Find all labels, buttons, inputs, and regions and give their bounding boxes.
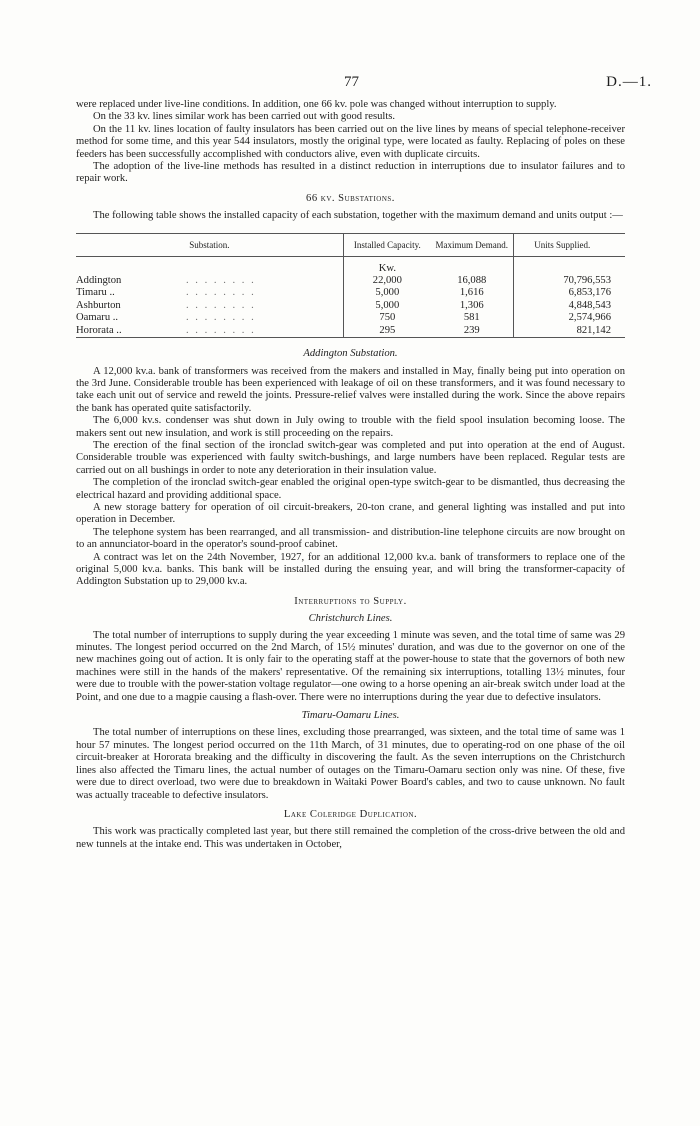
row-units: 6,853,176 bbox=[513, 287, 625, 299]
row-units: 2,574,966 bbox=[513, 312, 625, 324]
row-units: 70,796,553 bbox=[513, 275, 625, 287]
paragraph: On the 33 kv. lines similar work has been carried out with good results. bbox=[93, 111, 396, 123]
row-capacity: 5,000 bbox=[343, 287, 431, 299]
paragraph: The total number of interruptions on these lines, excluding those prearranged, was sixteen, and the total time of same was 1 hour 57 minutes. The longest period occurred on the 11th March, of 31 minutes, due to operating-rod on one phase of the oil circuit-breaker at Hororata breaking and the difficulty in discovering the fault. As the seven interruptions on the Christchurch lines also affected the Timaru lines, the actual number of outages on the Timaru-Oamaru section only was nine. Of these, five were due to direct overload, two were due to breakdown in Waitaki Power Board's cables, and two to cause unknown. No fault was actually traceable to defective insulators. bbox=[76, 727, 625, 801]
substation-table bbox=[76, 233, 625, 338]
paragraph: The total number of interruptions to supply during the year exceeding 1 minute was seven, and the total time of same was 29 minutes. The longest period occurred on the 2nd March, of 15½ minutes' duration, and was due to the governor on one of the new machines going out of action. It is only fair to the operating staff at the power-house to state that the governors of both new machines were still in the hands of the makers' representative. Of the remaining six interruptions, totalling 13½ minutes, four were due to trouble with the power-station voltage regulator—one owing to a horse opening an air-break switch under load at the Point, and one due to a magpie causing a flash-over. There were no interruptions during the year due to defective insulators. bbox=[76, 629, 625, 703]
paragraph: A contract was let on the 24th November, 1927, for an additional 12,000 kv.a. bank of transformers to replace one of the original 5,000 kv.a. banks. This bank will be installed during the ensuing year, and will bring the transformer-capacity of Addington Substation up to 29,000 kv.a. bbox=[76, 551, 625, 588]
section-heading-substations: 66 kv. Substations. bbox=[306, 192, 395, 204]
paragraph: The erection of the final section of the ironclad switch-gear was completed and put into operation at the end of August. Considerable trouble was experienced with faulty switch-bushings, and large numbers have been replaced. Regular tests are carried out on all bushings in order to note any deterioration in their insulation value. bbox=[76, 439, 625, 476]
page-number: 77 bbox=[344, 74, 359, 90]
table-row bbox=[76, 287, 625, 299]
paragraph: The completion of the ironclad switch-gear enabled the original open-type switch-gear to be dismantled, thus decreasing the electrical hazard and providing additional space. bbox=[76, 477, 625, 501]
leader-dots: . . . . . . . . bbox=[186, 299, 256, 311]
table-row bbox=[76, 275, 625, 287]
row-units: 821,142 bbox=[513, 325, 625, 338]
row-capacity: 5,000 bbox=[343, 300, 431, 312]
paragraph: The adoption of the live-line methods has resulted in a distinct reduction in interruptions due to insulator failures and to repair work. bbox=[76, 161, 625, 185]
unit-label: Kw. bbox=[343, 256, 431, 275]
row-units: 4,848,543 bbox=[513, 300, 625, 312]
row-name: Oamaru .. bbox=[76, 312, 119, 324]
section-heading-interruptions: Interruptions to Supply. bbox=[294, 595, 407, 607]
header-demand: Maximum Demand. bbox=[431, 233, 513, 256]
paragraph: On the 11 kv. lines location of faulty insulators has been carried out on the live lines by means of special telephone-receiver method for some time, and this year 544 insulators, mostly the original type, were located as faulty. Replacing of poles on these feeders has been successfully accomplished with conductors alive, even with duplicate circuits. bbox=[76, 123, 625, 160]
document-reference: D.—1. bbox=[606, 74, 652, 90]
row-demand: 1,306 bbox=[459, 299, 484, 311]
row-name: Ashburton bbox=[76, 299, 121, 311]
row-demand: 16,088 bbox=[457, 275, 487, 287]
table-row bbox=[76, 325, 625, 338]
paragraph: The telephone system has been rearranged, and all transmission- and distribution-line telephone circuits are now brought on to an annunciator-board in the operator's sound-proof cabinet. bbox=[76, 526, 625, 551]
header-units: Units Supplied. bbox=[513, 233, 625, 256]
subheading-addington: Addington Substation. bbox=[303, 348, 398, 360]
paragraph: This work was practically completed last year, but there still remained the completion of the cross-drive between the old and new tunnels at the intake end. This was undertaken in October, bbox=[76, 826, 625, 850]
table-intro: The following table shows the installed capacity of each substation, together with the maximum demand and units output :— bbox=[93, 210, 623, 222]
leader-dots: . . . . . . . . bbox=[186, 312, 256, 324]
row-name: Hororata .. bbox=[76, 324, 122, 336]
row-capacity: 750 bbox=[343, 312, 431, 324]
table-row bbox=[76, 312, 625, 324]
leader-dots: . . . . . . . . bbox=[186, 287, 256, 299]
paragraph: A new storage battery for operation of oil circuit-breakers, 20-ton crane, and general lighting was installed and put into operation in December. bbox=[76, 501, 625, 526]
leader-dots: . . . . . . . . bbox=[186, 324, 256, 336]
table-unit-row bbox=[76, 256, 625, 275]
row-demand: 239 bbox=[431, 325, 513, 338]
table-row bbox=[76, 300, 625, 312]
paragraph: The 6,000 kv.s. condenser was shut down in July owing to trouble with the field spool insulation becoming loose. The makers sent out new insulation, and work is still proceeding on the repairs. bbox=[76, 415, 625, 439]
row-capacity: 22,000 bbox=[343, 275, 431, 287]
table-header-row bbox=[76, 233, 625, 256]
section-heading-coleridge: Lake Coleridge Duplication. bbox=[283, 808, 418, 820]
header-substation: Substation. bbox=[76, 233, 343, 256]
subheading-christchurch: Christchurch Lines. bbox=[308, 613, 393, 625]
row-name: Timaru .. bbox=[76, 287, 115, 299]
row-name: Addington bbox=[76, 275, 122, 287]
row-demand: 581 bbox=[463, 312, 480, 324]
row-capacity: 295 bbox=[343, 325, 431, 338]
row-demand: 1,616 bbox=[459, 287, 484, 299]
paragraph: A 12,000 kv.a. bank of transformers was received from the makers and installed in May, finally being put into operation on the 3rd June. Considerable trouble has been experienced with leakage of oil on these transformers, and it was found necessary to take each unit out of service and reweld the joints. Pressure-relief valves were installed during the work. Since the above repairs the bank has operated quite satisfactorily. bbox=[76, 365, 625, 414]
leader-dots: . . . . . . . . bbox=[186, 275, 256, 287]
subheading-timaru: Timaru-Oamaru Lines. bbox=[301, 710, 400, 722]
document-body bbox=[76, 99, 625, 851]
header-capacity: Installed Capacity. bbox=[343, 233, 431, 256]
paragraph: were replaced under live-line conditions. In addition, one 66 kv. pole was changed without interruption to supply. bbox=[76, 99, 557, 110]
